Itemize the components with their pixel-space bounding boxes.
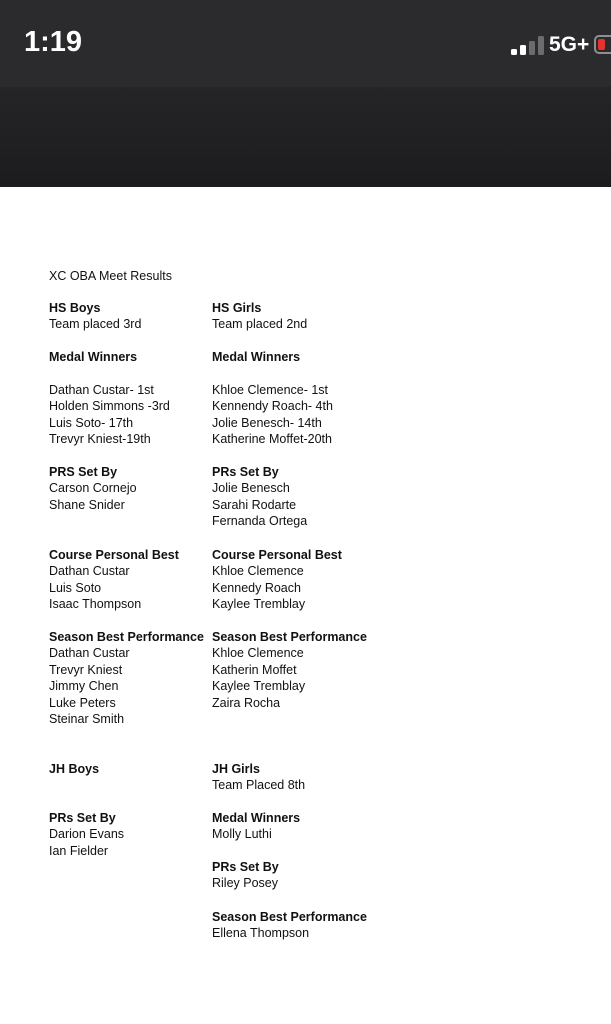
list-item: Luke Peters (49, 695, 116, 710)
jh-girls-team (212, 761, 432, 794)
status-time: 1:19 (24, 26, 83, 58)
signal-bar (538, 36, 544, 55)
section-heading: Medal Winners (212, 811, 301, 825)
list-item: Molly Luthi (212, 827, 272, 842)
jh-girls-heading: JH Girls (212, 762, 260, 776)
status-bar (0, 0, 611, 87)
cellular-signal-icon (511, 35, 545, 55)
section-heading: Season Best Performance (212, 630, 367, 644)
list-item: Khloe Clemence (212, 646, 304, 661)
list-item: Carson Cornejo (49, 481, 137, 496)
list-item: Katherin Moffet (212, 662, 297, 677)
hs-girls-prs (212, 464, 432, 530)
section-heading: Medal Winners (212, 350, 301, 364)
signal-bar (529, 41, 535, 55)
jh-girls-medal (212, 810, 432, 843)
hs-girls-course-best (212, 547, 432, 613)
hs-boys-heading: HS Boys (49, 301, 101, 315)
list-item: Riley Posey (212, 876, 278, 891)
list-item: Isaac Thompson (49, 597, 142, 612)
list-item: Zaira Rocha (212, 695, 281, 710)
section-heading: Medal Winners (49, 350, 138, 364)
list-item: Jolie Benesch (212, 481, 290, 496)
hs-girls-team-place: Team placed 2nd (212, 317, 308, 332)
jh-girls-team-place: Team Placed 8th (212, 778, 306, 793)
list-item: Luis Soto- 17th (49, 415, 134, 430)
hs-boys-medal-list (49, 382, 214, 448)
section-heading: PRS Set By (49, 465, 118, 479)
signal-bar (520, 45, 526, 55)
list-item: Luis Soto (49, 580, 102, 595)
hs-boys-team (49, 300, 214, 333)
section-heading: Course Personal Best (49, 548, 179, 562)
list-item: Shane Snider (49, 497, 125, 512)
list-item: Fernanda Ortega (212, 514, 308, 529)
hs-boys-medal-heading-block (49, 349, 214, 365)
list-item: Kaylee Tremblay (212, 597, 306, 612)
section-heading: PRs Set By (49, 811, 116, 825)
hs-boys-prs (49, 464, 214, 513)
jh-boys-prs (49, 810, 214, 859)
list-item: Kennedy Roach (212, 580, 301, 595)
document-title: XC OBA Meet Results (49, 269, 172, 283)
list-item: Jimmy Chen (49, 679, 119, 694)
document-page (0, 187, 611, 1024)
list-item: Dathan Custar- 1st (49, 383, 154, 397)
hs-girls-heading: HS Girls (212, 301, 262, 315)
hs-girls-team (212, 300, 432, 333)
list-item: Trevyr Kniest-19th (49, 432, 151, 447)
jh-boys-team (49, 761, 214, 777)
list-item: Darion Evans (49, 827, 125, 842)
list-item: Khloe Clemence- 1st (212, 383, 329, 397)
list-item: Kennendy Roach- 4th (212, 399, 333, 414)
signal-bar (511, 49, 517, 55)
list-item: Dathan Custar (49, 564, 130, 579)
list-item: Dathan Custar (49, 646, 130, 661)
battery-level (598, 39, 605, 50)
hs-girls-season-best (212, 629, 432, 711)
hs-girls-medal-heading-block (212, 349, 432, 365)
section-heading: PRs Set By (212, 860, 279, 874)
list-item: Sarahi Rodarte (212, 497, 297, 512)
battery-icon (594, 35, 611, 54)
section-heading: Season Best Performance (49, 630, 204, 644)
list-item: Khloe Clemence (212, 564, 304, 579)
list-item: Kaylee Tremblay (212, 679, 306, 694)
jh-girls-prs (212, 859, 432, 892)
jh-girls-season-best (212, 909, 432, 942)
list-item: Katherine Moffet-20th (212, 432, 332, 447)
list-item: Ian Fielder (49, 843, 109, 858)
hs-boys-course-best (49, 547, 214, 613)
hs-boys-season-best (49, 629, 214, 727)
list-item: Jolie Benesch- 14th (212, 415, 322, 430)
viewer-toolbar (0, 87, 611, 187)
jh-boys-heading: JH Boys (49, 762, 100, 776)
network-type: 5G+ (549, 33, 590, 56)
hs-boys-team-place: Team placed 3rd (49, 317, 142, 332)
section-heading: Season Best Performance (212, 910, 367, 924)
list-item: Trevyr Kniest (49, 662, 123, 677)
list-item: Steinar Smith (49, 712, 125, 727)
section-heading: PRs Set By (212, 465, 279, 479)
hs-girls-medal-list (212, 382, 432, 448)
list-item: Ellena Thompson (212, 926, 310, 941)
section-heading: Course Personal Best (212, 548, 342, 562)
list-item: Holden Simmons -3rd (49, 399, 170, 414)
